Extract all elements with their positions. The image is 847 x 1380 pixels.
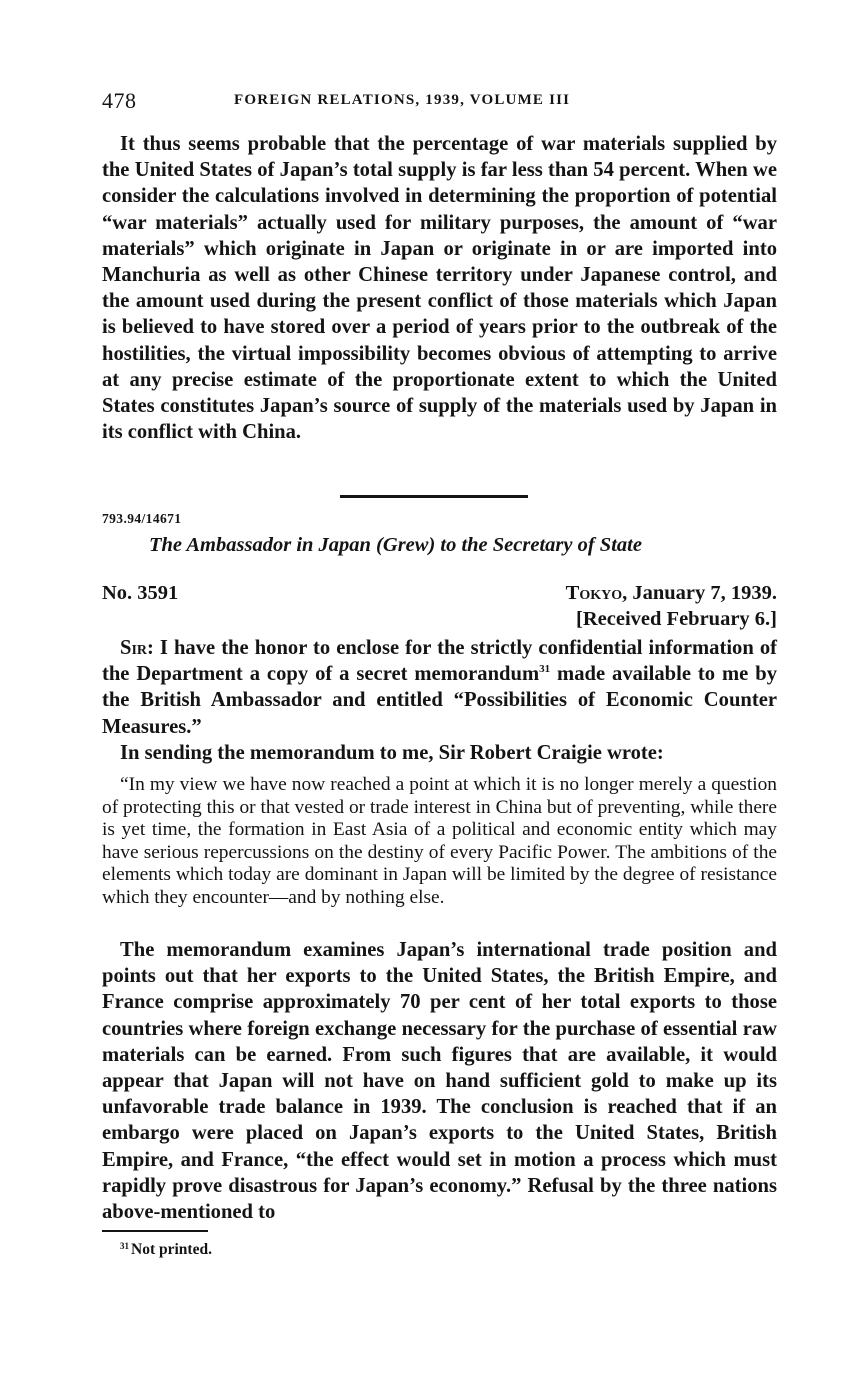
page-number: 478: [102, 88, 137, 113]
page-header: [102, 88, 777, 114]
memorandum-paragraph: The memorandum examines Japan’s international trade position and points out that her exports to the United States, the British Empire, and France comprise approximately 70 per cent of her total exports to those countries where foreign exchange necessary for the purchase of essential raw materials can be earned. From such figures that are available, it would appear that Japan will not have on hand sufficient gold to make up its unfavorable trade balance in 1939. The conclusion is reached that if an embargo were placed on Japan’s exports to the United States, British Empire, and France, “the effect would set in motion a process which must rapidly prove disastrous for Japan’s economy.” Refusal by the three nations above-mentioned to: [102, 939, 777, 1224]
footnote: [120, 1241, 212, 1259]
footnote-text: Not printed.: [131, 1241, 212, 1258]
sending-paragraph: In sending the memorandum to me, Sir Robert Craigie wrote:: [120, 742, 664, 764]
salutation-text-a: : I have the honor to enclose for the strictly confidential information of the Department a copy of a secret memorandum: [102, 637, 777, 686]
salutation-text-b: made available to me by the British Ambassador and entitled “Possibilities of Economic Counter Measures.”: [102, 663, 778, 738]
footnote-divider: [102, 1230, 208, 1232]
document-title: The Ambassador in Japan (Grew) to the Secretary of State: [149, 534, 642, 556]
section-divider: [340, 495, 528, 498]
opening-paragraph: It thus seems probable that the percentage of war materials supplied by the United States of Japan’s total supply is far less than 54 percent. When we consider the calculations involved in determining the proportion of potential “war materials” actually used for military purposes, the amount of “war materials” which originate in Japan or originate in or are imported into Manchuria as well as other Chinese territory under Japanese control, and the amount used during the present conflict of those materials which Japan is believed to have stored over a period of years prior to the outbreak of the hostilities, the virtual impossibility becomes obvious of attempting to arrive at any precise estimate of the proportionate extent to which the United States constitutes Japan’s source of supply of the materials used by Japan in its conflict with China.: [102, 133, 777, 444]
footnote-reference: 31: [539, 663, 551, 676]
salutation-paragraph: [102, 635, 777, 740]
place: Tokyo: [565, 582, 623, 604]
place-date: [566, 582, 777, 605]
file-number: 793.94/14671: [102, 511, 182, 526]
footnote-marker: 31: [120, 1241, 129, 1251]
running-head: FOREIGN RELATIONS, 1939, VOLUME III: [234, 92, 571, 108]
block-quote: “In my view we have now reached a point at which it is no longer merely a question of protecting this or that vested or trade interest in China but of preventing, while there is yet time, the formation in East Asia of a political and economic entity which may have serious repercussions on the destiny of every Pacific Power. The ambitions of the elements which today are dominant in Japan will be limited by the degree of resistance which they encounter—and by nothing else.: [102, 774, 777, 908]
salutation: Sir: [120, 637, 148, 659]
received-date: [Received February 6.]: [576, 608, 777, 630]
date: , January 7, 1939.: [622, 582, 777, 604]
document-number: No. 3591: [102, 582, 179, 604]
